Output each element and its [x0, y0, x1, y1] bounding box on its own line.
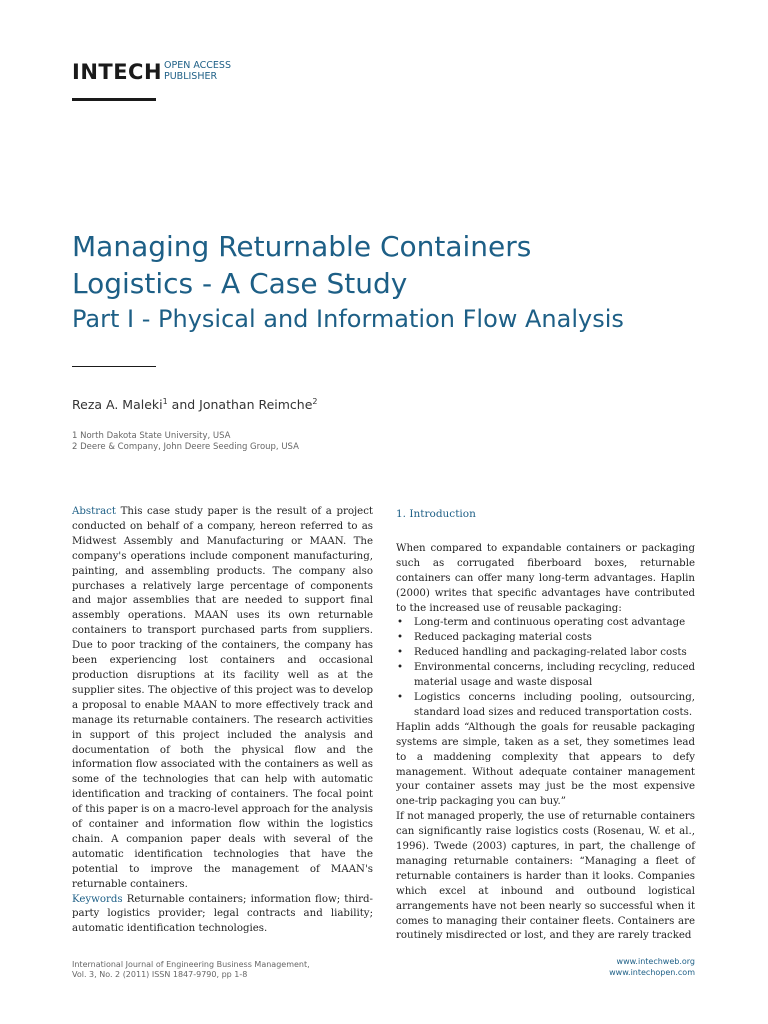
list-item: • Environmental concerns, including recycling, reduced material usage and waste disposal	[414, 661, 695, 691]
affiliation: 2 Deere & Company, John Deere Seeding Group, USA	[72, 442, 299, 452]
footer-volume: Vol. 3, No. 2 (2011) ISSN 1847-9790, pp 1-8	[72, 970, 248, 979]
paper-title-line1: Managing Returnable Containers	[72, 230, 532, 263]
abstract-text: This case study paper is the result of a project conducted on behalf of a company, hereon referred to as Midwest Assembly and Manufacturing or MAAN. The company's operations include component manufacturing, painting, and assembling products. The company also purchases a relatively large percentage of components and major assemblies that are needed to support final assembly operations. MAAN uses its own returnable containers to transport purchased parts from suppliers. Due to poor tracking of the containers, the company has been experiencing lost containers and occasional production disruptions at its facility well as at the supplier sites. The objective of this project was to develop a proposal to enable MAAN to more effectively track and manage its returnable containers. The research activities in support of this project included the analysis and documentation of both the physical flow and the information flow associated with the containers as well as some of the technologies that can help with automatic identification and tracking of containers. The focal point of this paper is on a macro-level approach for the analysis of container and information flow within the logistics chain. A companion paper deals with several of the automatic identification technologies that have the potential to improve the management of MAAN's returnable containers.	[72, 506, 373, 890]
logo-tagline	[164, 60, 231, 82]
author-name: Jonathan Reimche	[199, 397, 313, 413]
logo-divider	[72, 98, 156, 101]
paper-subtitle: Part I - Physical and Information Flow Analysis	[72, 305, 624, 333]
abstract-label: Abstract	[72, 506, 116, 517]
footer-journal: International Journal of Engineering Business Management,	[72, 960, 310, 969]
body-paragraph: When compared to expandable containers or packaging such as corrugated fiberboard boxes, returnable containers can offer many long-term advantages. Haplin (2000) writes that specific advantages have contributed to the increased use of reusable packaging:	[396, 542, 695, 614]
logo-tagline-line1: OPEN ACCESS	[164, 60, 231, 71]
author-affiliation-mark: 2	[312, 397, 318, 406]
advantages-list	[396, 616, 695, 720]
keywords-paragraph	[72, 893, 373, 938]
list-item: • Logistics concerns including pooling, outsourcing, standard load sizes and reduced transportation costs.	[414, 691, 695, 721]
logo-wordmark: INTECH	[72, 60, 163, 84]
footer-link-intechopen[interactable]: www.intechopen.com	[609, 968, 695, 977]
author-separator: and	[167, 397, 200, 413]
body-paragraph: Haplin adds “Although the goals for reusable packaging systems are simple, taken as a set, they sometimes lead to a maddening complexity that appears to defy management. Without adequate container management your container assets may just be the most expensive one-trip packaging you can buy.”	[396, 721, 695, 808]
section-heading: 1. Introduction	[396, 508, 476, 520]
paper-title-line2: Logistics - A Case Study	[72, 267, 408, 300]
keywords-label: Keywords	[72, 893, 123, 905]
introduction-column	[396, 507, 695, 944]
author-affiliation-mark: 1	[162, 397, 168, 406]
keywords-text: Returnable containers; information flow; third-party logistics provider; legal contracts and liability; automatic identification technologies.	[72, 893, 373, 935]
author-list	[72, 397, 318, 412]
list-item: • Long-term and continuous operating cost advantage	[414, 616, 695, 631]
affiliation: 1 North Dakota State University, USA	[72, 431, 231, 441]
author-name: Reza A. Maleki	[72, 397, 163, 413]
footer-link-intechweb[interactable]: www.intechweb.org	[616, 957, 695, 966]
abstract-column	[72, 505, 373, 937]
logo-tagline-line2: PUBLISHER	[164, 71, 218, 82]
abstract-paragraph	[72, 505, 373, 893]
title-divider	[72, 366, 156, 367]
body-paragraph: If not managed properly, the use of returnable containers can significantly raise logistics costs (Rosenau, W. et al., 1996). Twede (2003) captures, in part, the challenge of managing returnable containers: “Managing a fleet of returnable containers is harder than it looks. Companies which excel at inbound and outbound logistical arrangements have not been nearly so successful when it comes to managing their container fleets. Containers are routinely misdirected or lost, and they are rarely tracked	[396, 811, 695, 942]
list-item: • Reduced packaging material costs	[414, 631, 695, 646]
list-item: • Reduced handling and packaging-related labor costs	[414, 646, 695, 661]
